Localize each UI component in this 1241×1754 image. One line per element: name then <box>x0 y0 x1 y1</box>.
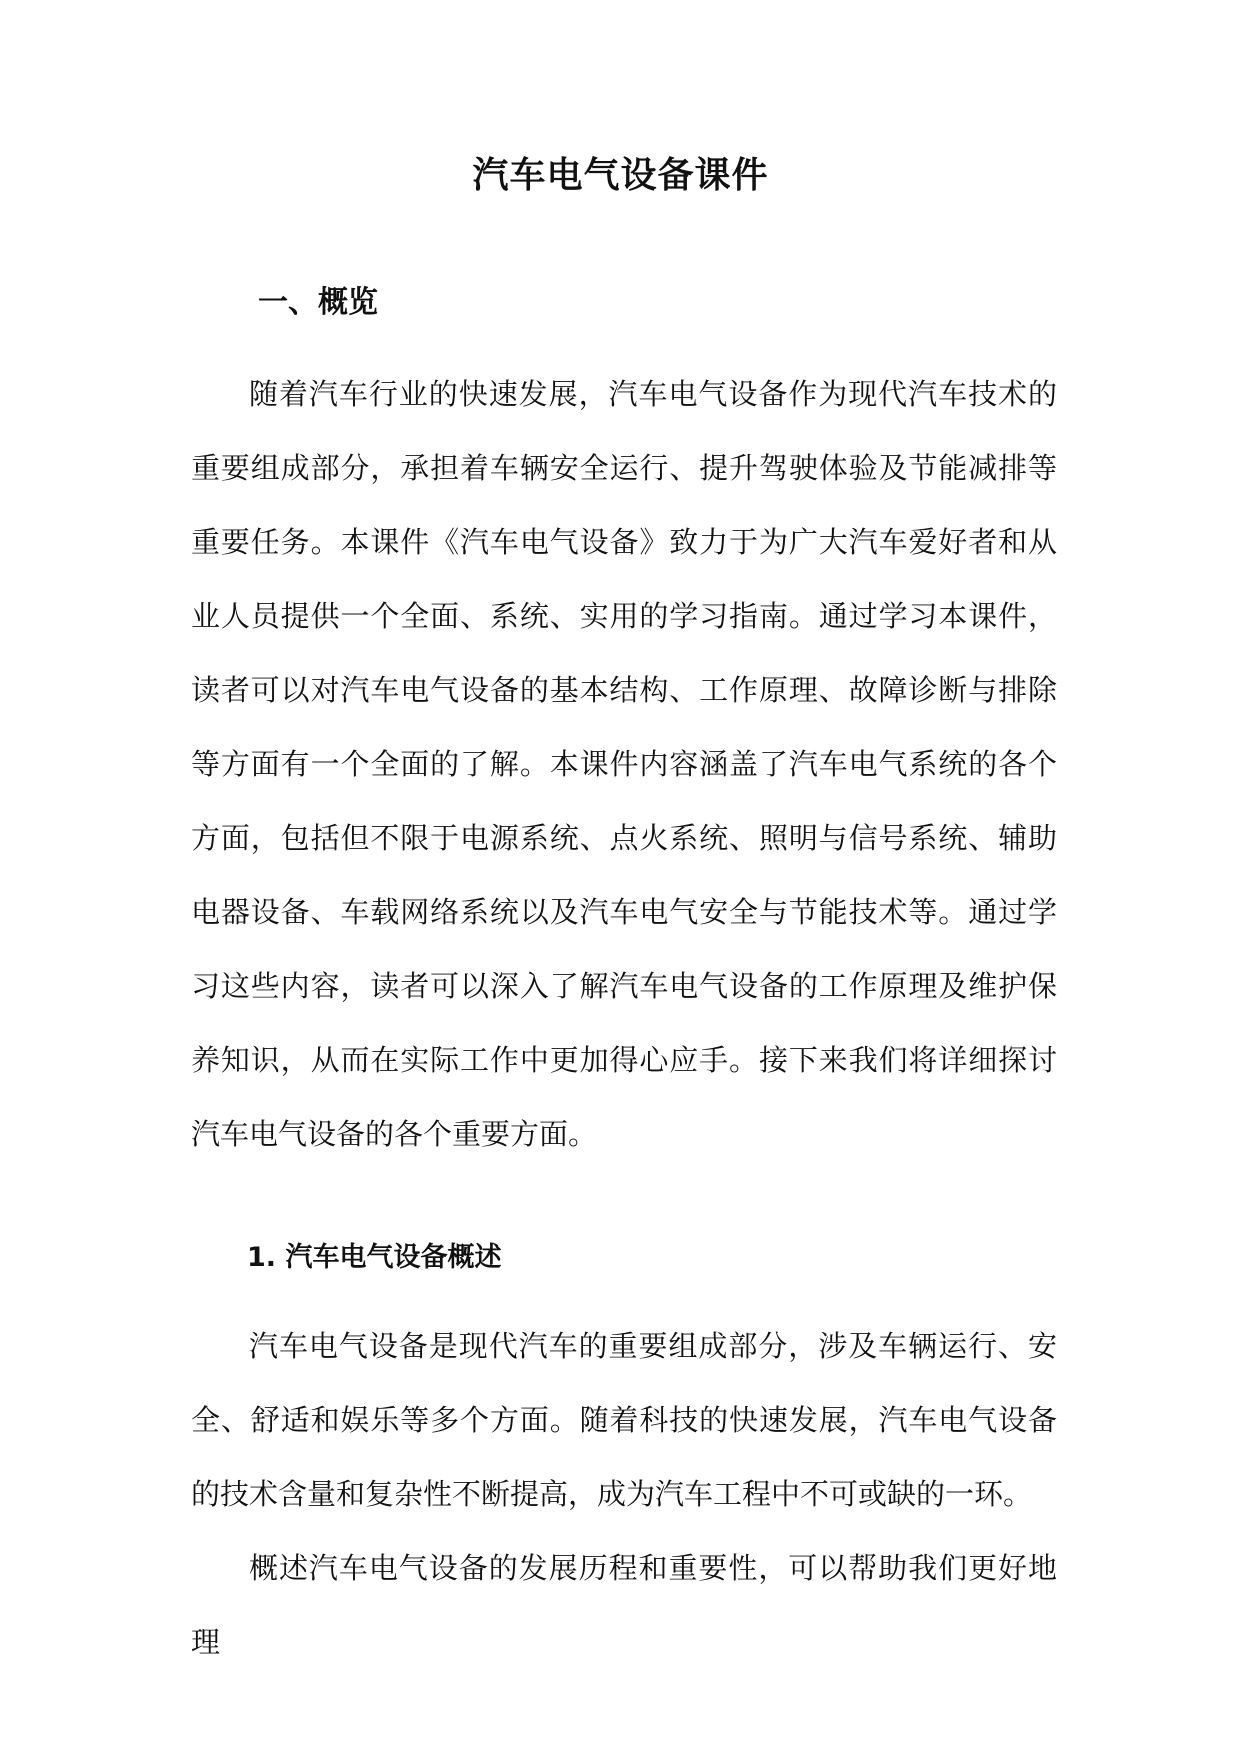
subsection-heading-electrical-equipment-overview: 1. 汽车电气设备概述 <box>247 1242 502 1273</box>
document-title: 汽车电气设备课件 <box>472 155 769 196</box>
subsection-paragraph-2: 概述汽车电气设备的发展历程和重要性，可以帮助我们更好地理 <box>191 1551 1057 1659</box>
overview-paragraph: 随着汽车行业的快速发展，汽车电气设备作为现代汽车技术的重要组成部分，承担着车辆安全运行、提升驾驶体验及节能减排等重要任务。本课件《汽车电气设备》致力于为广大汽车爱好者和从业人员提供一个全面、系统、实用的学习指南。通过学习本课件，读者可以对汽车电气设备的基本结构、工作原理、故障诊断与排除等方面有一个全面的了解。本课件内容涵盖了汽车电气系统的各个方面，包括但不限于电源系统、点火系统、照明与信号系统、辅助电器设备、车载网络系统以及汽车电气安全与节能技术等。通过学习这些内容，读者可以深入了解汽车电气设备的工作原理及维护保养知识，从而在实际工作中更加得心应手。接下来我们将详细探讨汽车电气设备的各个重要方面。 <box>191 377 1057 1151</box>
subsection-paragraph-1: 汽车电气设备是现代汽车的重要组成部分，涉及车辆运行、安全、舒适和娱乐等多个方面。随着科技的快速发展，汽车电气设备的技术含量和复杂性不断提高，成为汽车工程中不可或缺的一环。 <box>191 1329 1057 1511</box>
section-heading-overview: 一、概览 <box>258 285 378 320</box>
